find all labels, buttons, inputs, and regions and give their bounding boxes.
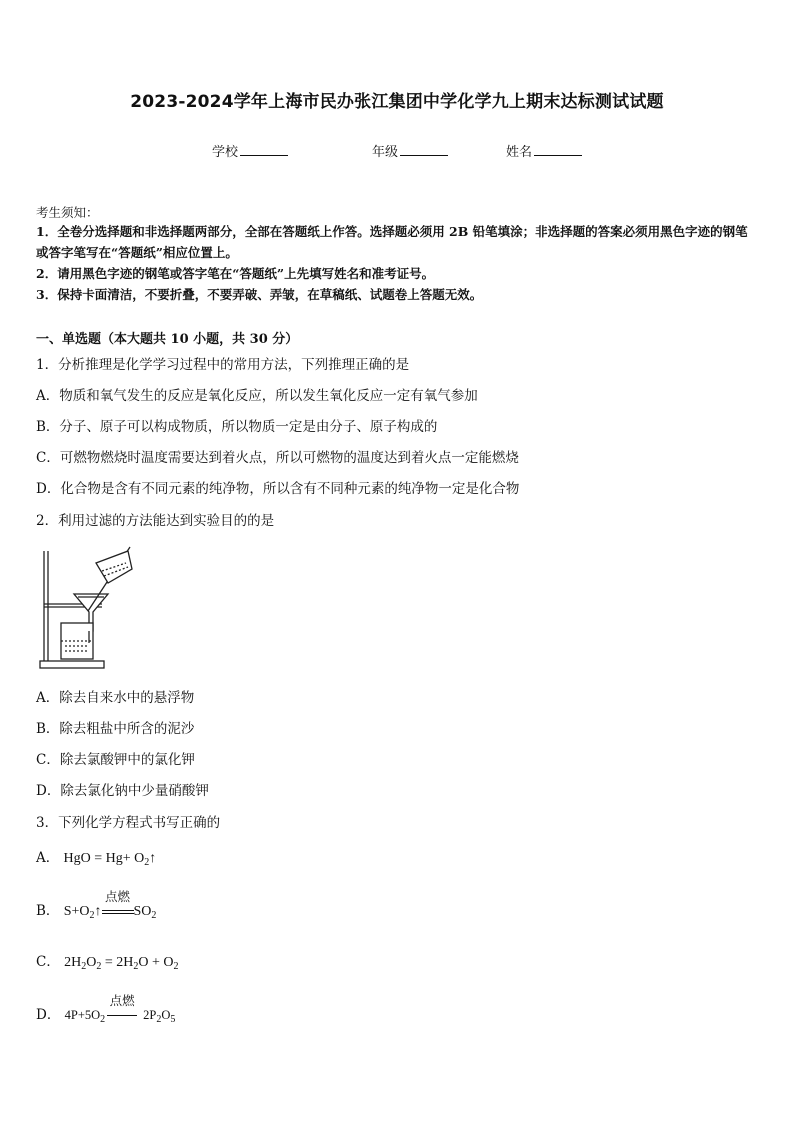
question-1-option-d: D．化合物是含有不同元素的纯净物，所以含有不同种元素的纯净物一定是化合物 (36, 481, 520, 497)
question-3-option-d (36, 993, 176, 1025)
question-3-option-a (36, 846, 156, 867)
question-2-option-a: A．除去自来水中的悬浮物 (36, 690, 195, 706)
option-a-label: A． (36, 850, 60, 866)
question-3-option-b (36, 889, 157, 921)
section-heading: 一、单选题（本大题共 10 小题，共 30 分） (36, 332, 299, 347)
name-blank (534, 143, 582, 156)
equation-b: $S+O_2↑$ 点燃 $SO_2$ (63, 889, 157, 921)
equation-c: $2H_2O_2 = 2H_2O + O_2$ (64, 955, 179, 972)
grade-label: 年级 (372, 145, 399, 160)
question-1-stem: 1．分析推理是化学学习过程中的常用方法，下列推理正确的是 (36, 357, 410, 373)
question-2-option-c: C．除去氯酸钾中的氯化钾 (36, 752, 195, 768)
grade-field (372, 141, 448, 160)
condition-b: 点燃 (102, 904, 134, 920)
question-3-option-c (36, 950, 179, 971)
question-1-option-a: A．物质和氧气发生的反应是氧化反应，所以发生氧化反应一定有氧气参加 (36, 388, 478, 404)
stand-base (40, 661, 104, 668)
question-2-stem: 2．利用过滤的方法能达到实验目的的是 (36, 513, 275, 529)
notice-item-3: 3．保持卡面清洁，不要折叠，不要弄破、弄皱，在草稿纸、试题卷上答题无效。 (36, 287, 483, 302)
question-2-option-d: D．除去氯化钠中少量硝酸钾 (36, 783, 209, 799)
school-blank (240, 143, 288, 156)
name-field (506, 141, 582, 160)
grade-blank (400, 143, 448, 156)
notice-item-1: 1．全卷分选择题和非选择题两部分，全部在答题纸上作答。选择题必须用 2B 铅笔填涂；非选择题的答案必须用黑色字迹的钢笔或答字笔写在“答题纸”相应位置上。 (36, 224, 748, 260)
option-b-label: B． (36, 903, 60, 919)
option-c-label: C． (36, 954, 60, 970)
question-1-option-c: C．可燃物燃烧时温度需要达到着火点，所以可燃物的温度达到着火点一定能燃烧 (36, 450, 519, 466)
notice-heading: 考生须知： (36, 205, 99, 220)
question-3-stem: 3．下列化学方程式书写正确的 (36, 815, 221, 831)
school-field (212, 141, 288, 160)
option-d-label: D． (36, 1007, 61, 1023)
notice-item-2: 2．请用黑色字迹的钢笔或答字笔在“答题纸”上先填写姓名和准考证号。 (36, 266, 435, 281)
question-1-option-b: B．分子、原子可以构成物质，所以物质一定是由分子、原子构成的 (36, 419, 438, 435)
school-label: 学校 (212, 145, 239, 160)
question-2-option-b: B．除去粗盐中所含的泥沙 (36, 721, 195, 737)
equation-a: HgO = $Hg+ O_2↑$ (63, 851, 157, 868)
page-title: 2023-2024学年上海市民办张江集团中学化学九上期末达标测试试题 (130, 92, 664, 112)
filtration-apparatus-figure (38, 545, 138, 671)
name-label: 姓名 (506, 145, 533, 160)
condition-d: 点燃 (107, 1008, 137, 1023)
equation-d: $4P+5O_2$ 点燃 $2P_2O_5$ (64, 993, 176, 1025)
